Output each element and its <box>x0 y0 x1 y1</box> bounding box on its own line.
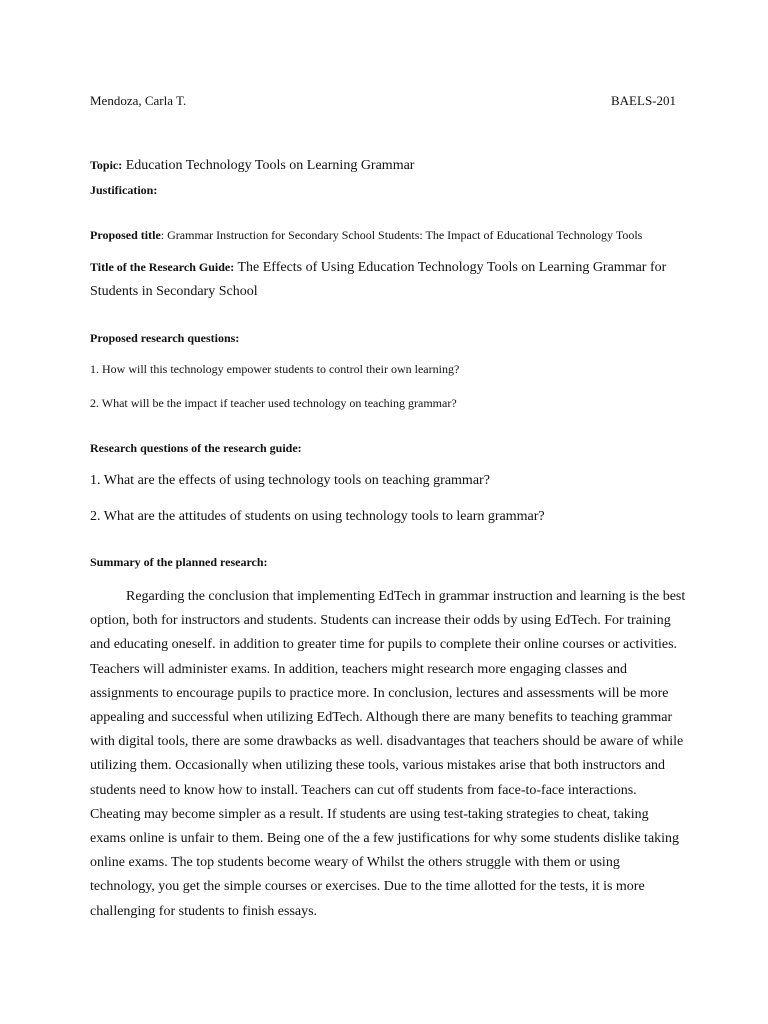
summary-line: Teachers will administer exams. In addition, teachers might research more engaging classes and <box>90 661 628 677</box>
summary-line: Cheating may become simpler as a result. If students are using test-taking strategies to cheat, taking <box>90 806 649 822</box>
summary-line: exams online is unfair to them. Being one of the a few justifications for why some students dislike taking <box>90 831 680 847</box>
summary-line: appealing and successful when utilizing EdTech. Although there are many benefits to teaching grammar <box>90 710 673 726</box>
topic-value: Education Technology Tools on Learning Grammar <box>125 158 415 173</box>
author-name: Mendoza, Carla T. <box>90 93 187 108</box>
guide-question-item: 1. What are the effects of using technology tools on teaching grammar? <box>90 473 490 488</box>
summary-line: with digital tools, there are some drawbacks as well. disadvantages that teachers should be aware of while <box>90 734 684 750</box>
proposed-questions-heading: Proposed research questions: <box>90 331 240 345</box>
topic-label: Topic: <box>90 158 123 172</box>
summary-heading: Summary of the planned research: <box>90 555 268 569</box>
summary-line: utilizing them. Occasionally when utilizing these tools, various mistakes arise that both instructors and <box>90 758 666 774</box>
topic-line <box>90 158 414 174</box>
summary-line: students need to know how to install. Teachers can cut off students from face-to-face interactions. <box>90 782 637 798</box>
research-guide-title-text-1: The Effects of Using Education Technology Tools on Learning Grammar for <box>234 260 667 275</box>
proposed-title-line <box>90 228 642 243</box>
summary-line: option, both for instructors and students. Students can increase their odds by using EdTech. For training <box>90 613 671 629</box>
summary-line: assignments to encourage pupils to practice more. In conclusion, lectures and assessments will be more <box>90 685 669 701</box>
summary-line: challenging for students to finish essays. <box>90 903 318 919</box>
justification-label: Justification: <box>90 183 158 197</box>
proposed-question-item: 1. How will this technology empower students to control their own learning? <box>90 362 460 376</box>
course-code: BAELS-201 <box>611 93 676 108</box>
summary-line: and educating oneself. in addition to greater time for pupils to complete their online courses or activities. <box>90 637 678 653</box>
research-guide-title-label: Title of the Research Guide: <box>90 260 235 274</box>
summary-line: Regarding the conclusion that implementing EdTech in grammar instruction and learning is the best <box>126 589 686 604</box>
research-guide-title-line-1 <box>90 260 666 276</box>
proposed-title-label: Proposed title <box>90 228 161 242</box>
proposed-question-item: 2. What will be the impact if teacher used technology on teaching grammar? <box>90 396 457 410</box>
guide-questions-heading: Research questions of the research guide: <box>90 441 302 455</box>
guide-question-item: 2. What are the attitudes of students on using technology tools to learn grammar? <box>90 509 545 524</box>
summary-line: technology, you get the simple courses or exercises. Due to the time allotted for the tests, it is more <box>90 879 645 895</box>
summary-paragraph <box>90 585 686 924</box>
research-guide-title-line-2: Students in Secondary School <box>90 284 258 299</box>
summary-line: online exams. The top students become weary of Whilst the others struggle with them or using <box>90 855 620 871</box>
proposed-title-value: : Grammar Instruction for Secondary School Students: The Impact of Educational Technology Tools <box>160 228 643 242</box>
